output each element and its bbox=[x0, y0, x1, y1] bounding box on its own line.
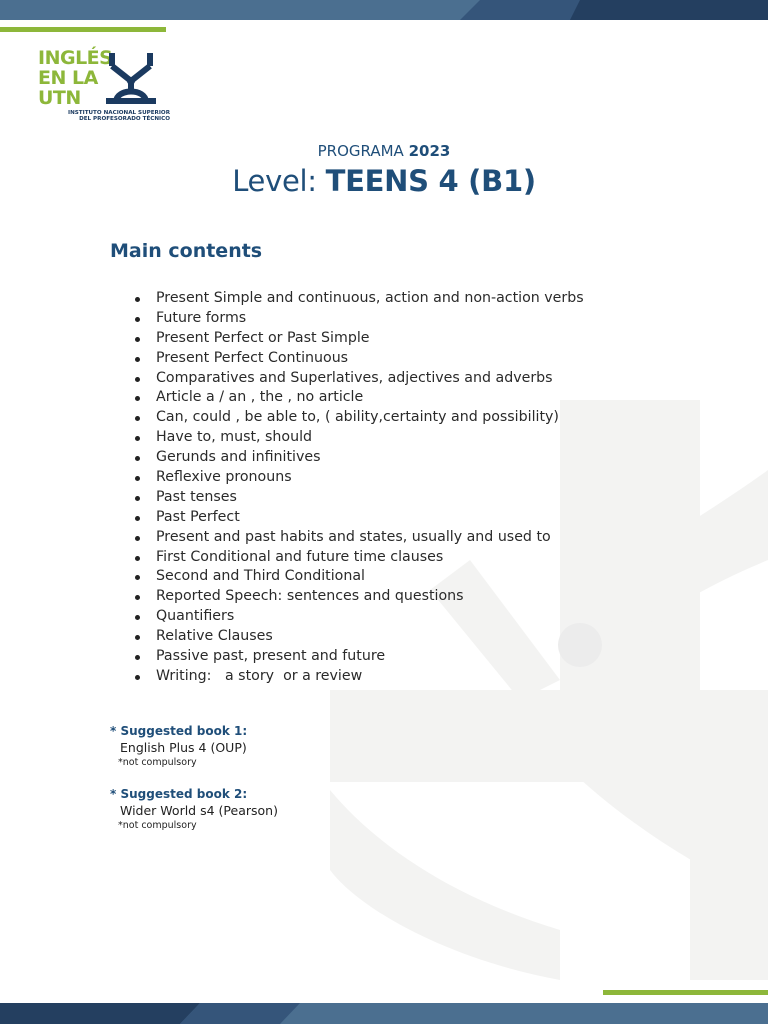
programa-label: PROGRAMA bbox=[317, 142, 404, 160]
bullet-icon bbox=[135, 456, 140, 461]
list-item bbox=[110, 388, 670, 408]
suggested-book-note: *not compulsory bbox=[118, 820, 197, 831]
list-item-text: Gerunds and infinitives bbox=[156, 449, 321, 466]
list-item bbox=[110, 567, 670, 587]
logo-sub-line-1: INSTITUTO NACIONAL SUPERIOR bbox=[68, 110, 170, 116]
bullet-icon bbox=[135, 396, 140, 401]
bullet-icon bbox=[135, 615, 140, 620]
list-item-text: Can, could , be able to, ( ability,certainty and possibility) bbox=[156, 409, 559, 426]
list-item-text: Reflexive pronouns bbox=[156, 469, 292, 486]
suggested-book-title: Wider World s4 (Pearson) bbox=[120, 803, 278, 818]
list-item bbox=[110, 508, 670, 528]
list-item bbox=[110, 528, 670, 548]
bullet-icon bbox=[135, 536, 140, 541]
list-item bbox=[110, 428, 670, 448]
suggested-book-label: * Suggested book 1: bbox=[110, 724, 248, 738]
list-item bbox=[110, 627, 670, 647]
level-label: Level: bbox=[232, 164, 317, 198]
programa-year: 2023 bbox=[408, 142, 451, 160]
list-item bbox=[110, 667, 670, 687]
bullet-icon bbox=[135, 496, 140, 501]
list-item-text: Comparatives and Superlatives, adjectives and adverbs bbox=[156, 369, 553, 386]
bullet-icon bbox=[135, 635, 140, 640]
list-item bbox=[110, 289, 670, 309]
bullet-icon bbox=[135, 357, 140, 362]
list-item bbox=[110, 309, 670, 329]
bullet-icon bbox=[135, 516, 140, 521]
list-item bbox=[110, 408, 670, 428]
top-decorative-bar bbox=[0, 0, 768, 34]
list-item-text: Reported Speech: sentences and questions bbox=[156, 588, 464, 605]
list-item-text: Present and past habits and states, usually and used to bbox=[156, 528, 551, 545]
list-item-text: Present Perfect Continuous bbox=[156, 349, 349, 366]
suggested-book-1 bbox=[110, 724, 510, 769]
list-item-text: Quantifiers bbox=[156, 608, 235, 625]
bullet-icon bbox=[135, 297, 140, 302]
logo-wordmark bbox=[38, 47, 113, 109]
list-item-text: Writing: a story or a review bbox=[156, 667, 363, 684]
list-item bbox=[110, 448, 670, 468]
logo-line-3: UTN bbox=[38, 87, 81, 109]
bullet-icon bbox=[135, 595, 140, 600]
list-item-text: Second and Third Conditional bbox=[156, 568, 365, 585]
bullet-icon bbox=[135, 377, 140, 382]
list-item-text: Article a / an , the , no article bbox=[156, 389, 364, 406]
bullet-icon bbox=[135, 655, 140, 660]
logo-line-1: INGLÉS bbox=[38, 47, 113, 69]
main-contents-title: Main contents bbox=[110, 240, 263, 262]
list-item-text: Relative Clauses bbox=[156, 628, 273, 645]
level-value: TEENS 4 (B1) bbox=[325, 164, 536, 198]
bullet-icon bbox=[135, 317, 140, 322]
programa-heading bbox=[0, 142, 768, 160]
bullet-icon bbox=[135, 416, 140, 421]
bottom-decorative-bar bbox=[0, 980, 768, 1024]
list-item bbox=[110, 587, 670, 607]
list-item-text: Present Simple and continuous, action and non-action verbs bbox=[156, 290, 584, 306]
list-item bbox=[110, 488, 670, 508]
suggested-book-note: *not compulsory bbox=[118, 757, 197, 768]
list-item-text: Future forms bbox=[156, 309, 247, 326]
bullet-icon bbox=[135, 476, 140, 481]
logo-sub-line-2: DEL PROFESORADO TÉCNICO bbox=[79, 116, 170, 123]
logo-institution-name bbox=[40, 110, 170, 123]
list-item-text: Past tenses bbox=[156, 488, 237, 505]
list-item bbox=[110, 607, 670, 627]
list-item bbox=[110, 349, 670, 369]
list-item-text: Passive past, present and future bbox=[156, 648, 386, 665]
list-item-text: Past Perfect bbox=[156, 508, 240, 525]
suggested-book-2 bbox=[110, 787, 510, 832]
level-heading bbox=[0, 164, 768, 198]
list-item bbox=[110, 468, 670, 488]
list-item bbox=[110, 369, 670, 389]
list-item bbox=[110, 548, 670, 568]
suggested-book-title: English Plus 4 (OUP) bbox=[120, 740, 247, 755]
logo-line-2: EN LA bbox=[38, 67, 98, 89]
list-item-text: First Conditional and future time clauses bbox=[156, 548, 444, 565]
ingles-en-la-utn-logo bbox=[38, 48, 170, 132]
list-item-text: Present Perfect or Past Simple bbox=[156, 329, 370, 346]
list-item-text: Have to, must, should bbox=[156, 429, 313, 446]
suggested-book-label: * Suggested book 2: bbox=[110, 787, 248, 801]
bullet-icon bbox=[135, 436, 140, 441]
main-contents-list bbox=[110, 289, 670, 687]
list-item bbox=[110, 329, 670, 349]
bullet-icon bbox=[135, 337, 140, 342]
utn-emblem-icon bbox=[104, 50, 158, 106]
list-item bbox=[110, 647, 670, 667]
bullet-icon bbox=[135, 675, 140, 680]
bullet-icon bbox=[135, 556, 140, 561]
bullet-icon bbox=[135, 575, 140, 580]
